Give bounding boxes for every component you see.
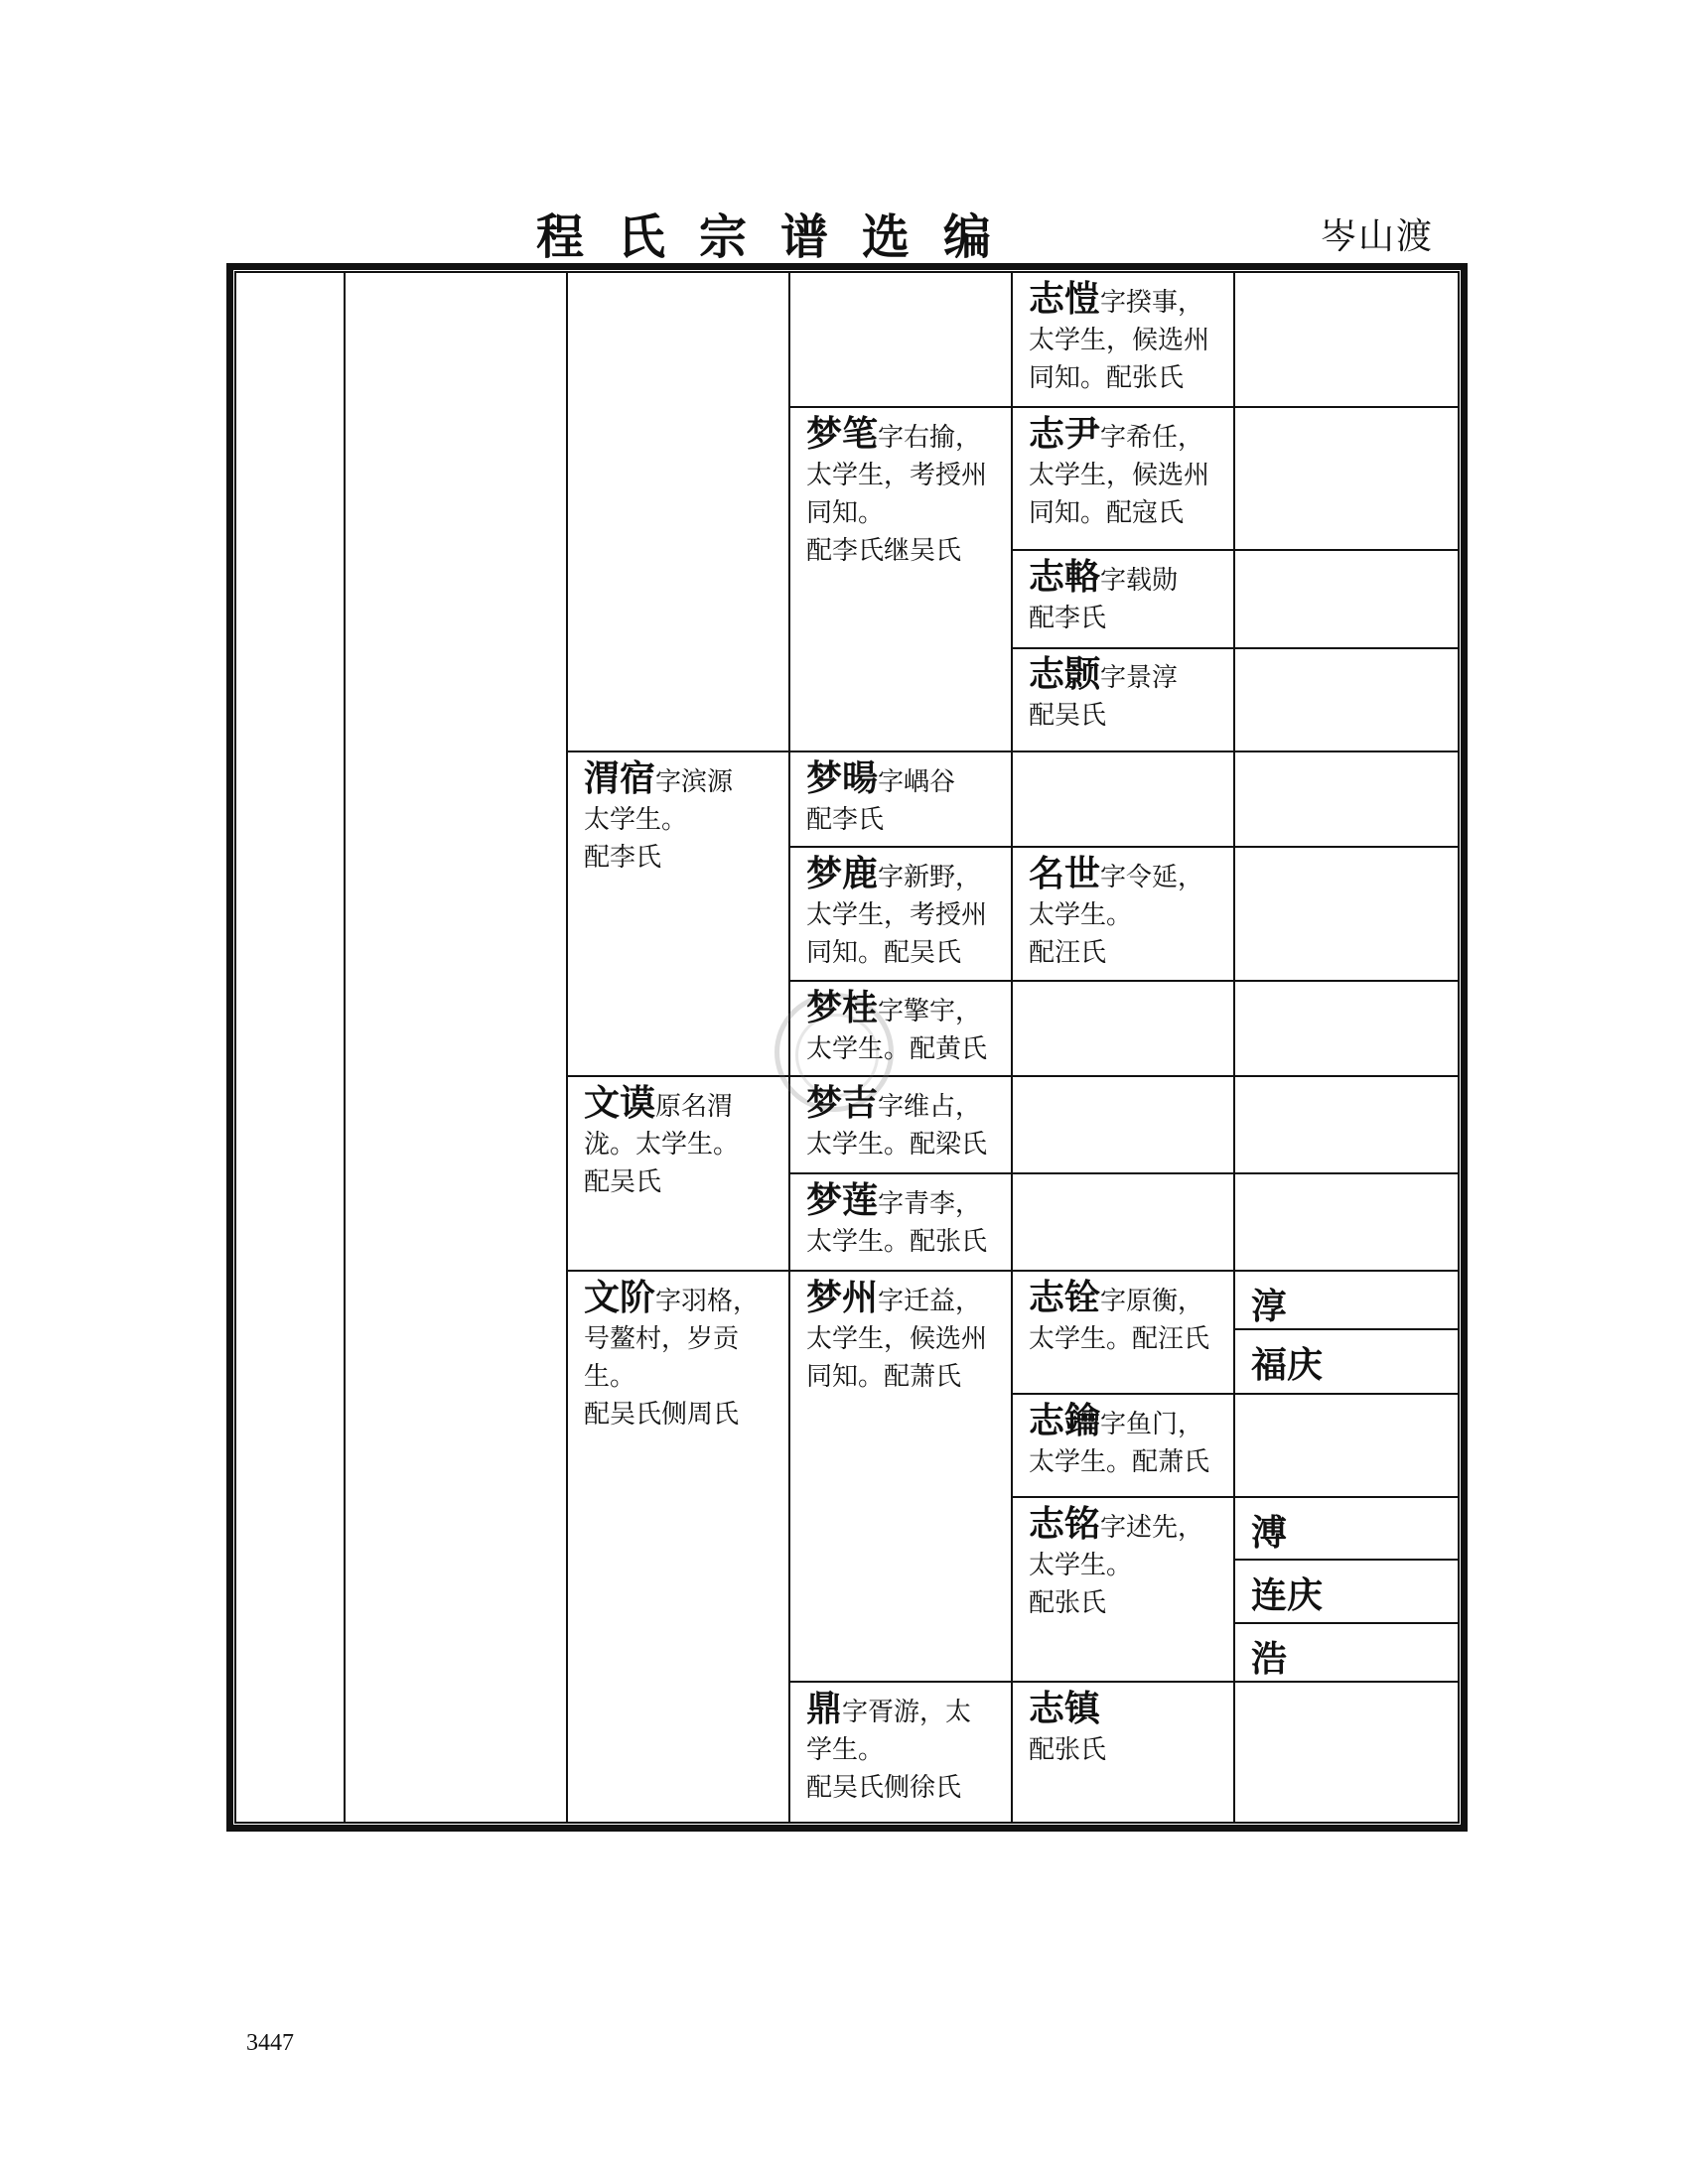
row-divider (788, 751, 1011, 752)
row-divider (788, 406, 1011, 408)
person-courtesy: 字令延， (1100, 863, 1204, 892)
person-entry (806, 989, 1005, 1068)
person-entry (1029, 1402, 1227, 1481)
person-entry (1029, 655, 1227, 735)
person-name: 梦笔 (806, 414, 879, 455)
row-divider (1011, 1172, 1460, 1174)
row-divider (1011, 1496, 1460, 1498)
person-detail: 太学生。配汪氏 (1029, 1324, 1210, 1354)
person-detail: 配张氏 (1029, 1735, 1107, 1765)
person-detail: 学生。 配吴氏侧徐氏 (806, 1735, 962, 1803)
person-courtesy: 字青李， (878, 1189, 982, 1219)
person-entry (1029, 1279, 1227, 1358)
person-detail: 太学生，候选州 同知。配萧氏 (806, 1324, 988, 1392)
row-divider (566, 1075, 788, 1077)
column-divider (344, 271, 346, 1824)
person-name: 志颢 (1029, 654, 1101, 695)
person-name: 文谟 (584, 1083, 656, 1124)
person-detail: 太学生。 配汪氏 (1029, 900, 1133, 968)
page-title: 程氏宗谱选编 (536, 209, 1026, 265)
row-divider (1233, 1559, 1460, 1561)
row-divider (1011, 647, 1460, 649)
person-name: 梦桂 (806, 988, 879, 1028)
person-detail: 太学生。 配李氏 (584, 805, 688, 873)
row-divider (1011, 549, 1460, 551)
person-courtesy: 字擎宇， (878, 997, 982, 1026)
person-name: 志铨 (1029, 1278, 1101, 1318)
person-detail: 配李氏 (806, 805, 885, 835)
person-detail: 太学生，考授州 同知。配吴氏 (806, 900, 988, 968)
person-entry (1029, 855, 1227, 972)
person-entry (1029, 1505, 1227, 1622)
person-detail: 配吴氏 (1029, 701, 1107, 731)
person-name: 志輅 (1029, 557, 1101, 598)
person-name: 文阶 (584, 1278, 656, 1318)
row-divider (1011, 1075, 1460, 1077)
row-divider (788, 1172, 1011, 1174)
descendant-name: 浩 (1251, 1639, 1288, 1680)
person-entry (1029, 280, 1227, 397)
person-name: 梦吉 (806, 1083, 879, 1124)
person-detail: 太学生。配萧氏 (1029, 1447, 1210, 1477)
person-detail: 太学生，考授州 同知。 配李氏继吴氏 (806, 461, 988, 566)
person-entry (806, 1181, 1005, 1261)
person-entry (806, 1279, 1005, 1396)
person-detail: 太学生，候选州 同知。配寇氏 (1029, 461, 1210, 528)
row-divider (1011, 1681, 1460, 1683)
person-courtesy: 字迁益， (878, 1287, 982, 1316)
row-divider (1011, 980, 1460, 982)
person-name: 梦莲 (806, 1180, 879, 1221)
person-name: 鼎 (806, 1689, 843, 1729)
person-detail: 泷。太学生。 配吴氏 (584, 1130, 740, 1197)
person-courtesy: 字维占， (878, 1092, 982, 1122)
descendant-name: 溥 (1251, 1513, 1288, 1554)
row-divider (788, 1270, 1011, 1272)
person-entry (1029, 415, 1227, 532)
person-courtesy: 字希任， (1100, 423, 1204, 453)
person-name: 志尹 (1029, 414, 1101, 455)
person-courtesy: 字鱼门， (1100, 1410, 1204, 1439)
person-entry (584, 1279, 782, 1433)
person-name: 渭宿 (584, 758, 656, 799)
person-name: 志镇 (1029, 1689, 1101, 1729)
column-divider (1011, 271, 1013, 1824)
person-name: 梦州 (806, 1278, 879, 1318)
person-detail: 配李氏 (1029, 604, 1107, 633)
row-divider (1011, 846, 1460, 848)
row-divider (788, 980, 1011, 982)
descendant-name: 连庆 (1251, 1575, 1324, 1616)
page-number: 3447 (246, 2030, 294, 2056)
descendant-name: 淳 (1251, 1287, 1288, 1327)
row-divider (566, 1270, 788, 1272)
person-name: 梦鹿 (806, 854, 879, 894)
person-name: 志愷 (1029, 279, 1101, 320)
person-courtesy: 字新野， (878, 863, 982, 892)
person-name: 志铭 (1029, 1504, 1101, 1545)
person-courtesy: 字原衡， (1100, 1287, 1204, 1316)
row-divider (788, 1681, 1011, 1683)
row-divider (566, 751, 788, 752)
person-courtesy: 字载勋 (1100, 566, 1179, 596)
person-name: 志鑰 (1029, 1401, 1101, 1441)
branch-name: 岑山渡 (1321, 216, 1435, 257)
column-divider (1233, 271, 1235, 1824)
person-courtesy: 字滨源 (655, 767, 734, 797)
row-divider (1011, 406, 1460, 408)
person-courtesy: 字嵎谷 (878, 767, 956, 797)
person-detail: 太学生，候选州 同知。配张氏 (1029, 326, 1210, 393)
person-detail: 太学生。配张氏 (806, 1227, 988, 1257)
person-entry (584, 1084, 782, 1201)
person-entry (1029, 558, 1227, 637)
person-entry (584, 759, 782, 877)
person-detail: 太学生。配黄氏 (806, 1034, 988, 1064)
person-name: 名世 (1029, 854, 1101, 894)
person-courtesy: 字景淳 (1100, 663, 1179, 693)
row-divider (1233, 1622, 1460, 1624)
descendant-name: 福庆 (1251, 1345, 1324, 1386)
row-divider (788, 846, 1011, 848)
person-name: 梦暘 (806, 758, 879, 799)
person-courtesy: 原名渭 (655, 1092, 734, 1122)
person-entry (806, 855, 1005, 972)
person-detail: 太学生。配梁氏 (806, 1130, 988, 1160)
row-divider (1011, 1393, 1460, 1395)
person-detail: 号鳌村，岁贡 生。 配吴氏侧周氏 (584, 1324, 740, 1430)
column-divider (566, 271, 568, 1824)
person-courtesy: 字右揄， (878, 423, 982, 453)
person-courtesy: 字胥游，太 (842, 1698, 972, 1727)
row-divider (1011, 1270, 1460, 1272)
row-divider (1011, 751, 1460, 752)
person-courtesy: 字述先， (1100, 1513, 1204, 1543)
person-entry (806, 1690, 1005, 1807)
person-courtesy: 字羽格， (655, 1287, 760, 1316)
person-entry (1029, 1690, 1227, 1769)
person-entry (806, 759, 1005, 839)
person-entry (806, 1084, 1005, 1163)
person-detail: 太学生。 配张氏 (1029, 1551, 1133, 1618)
person-entry (806, 415, 1005, 570)
person-courtesy: 字揆事， (1100, 288, 1204, 318)
